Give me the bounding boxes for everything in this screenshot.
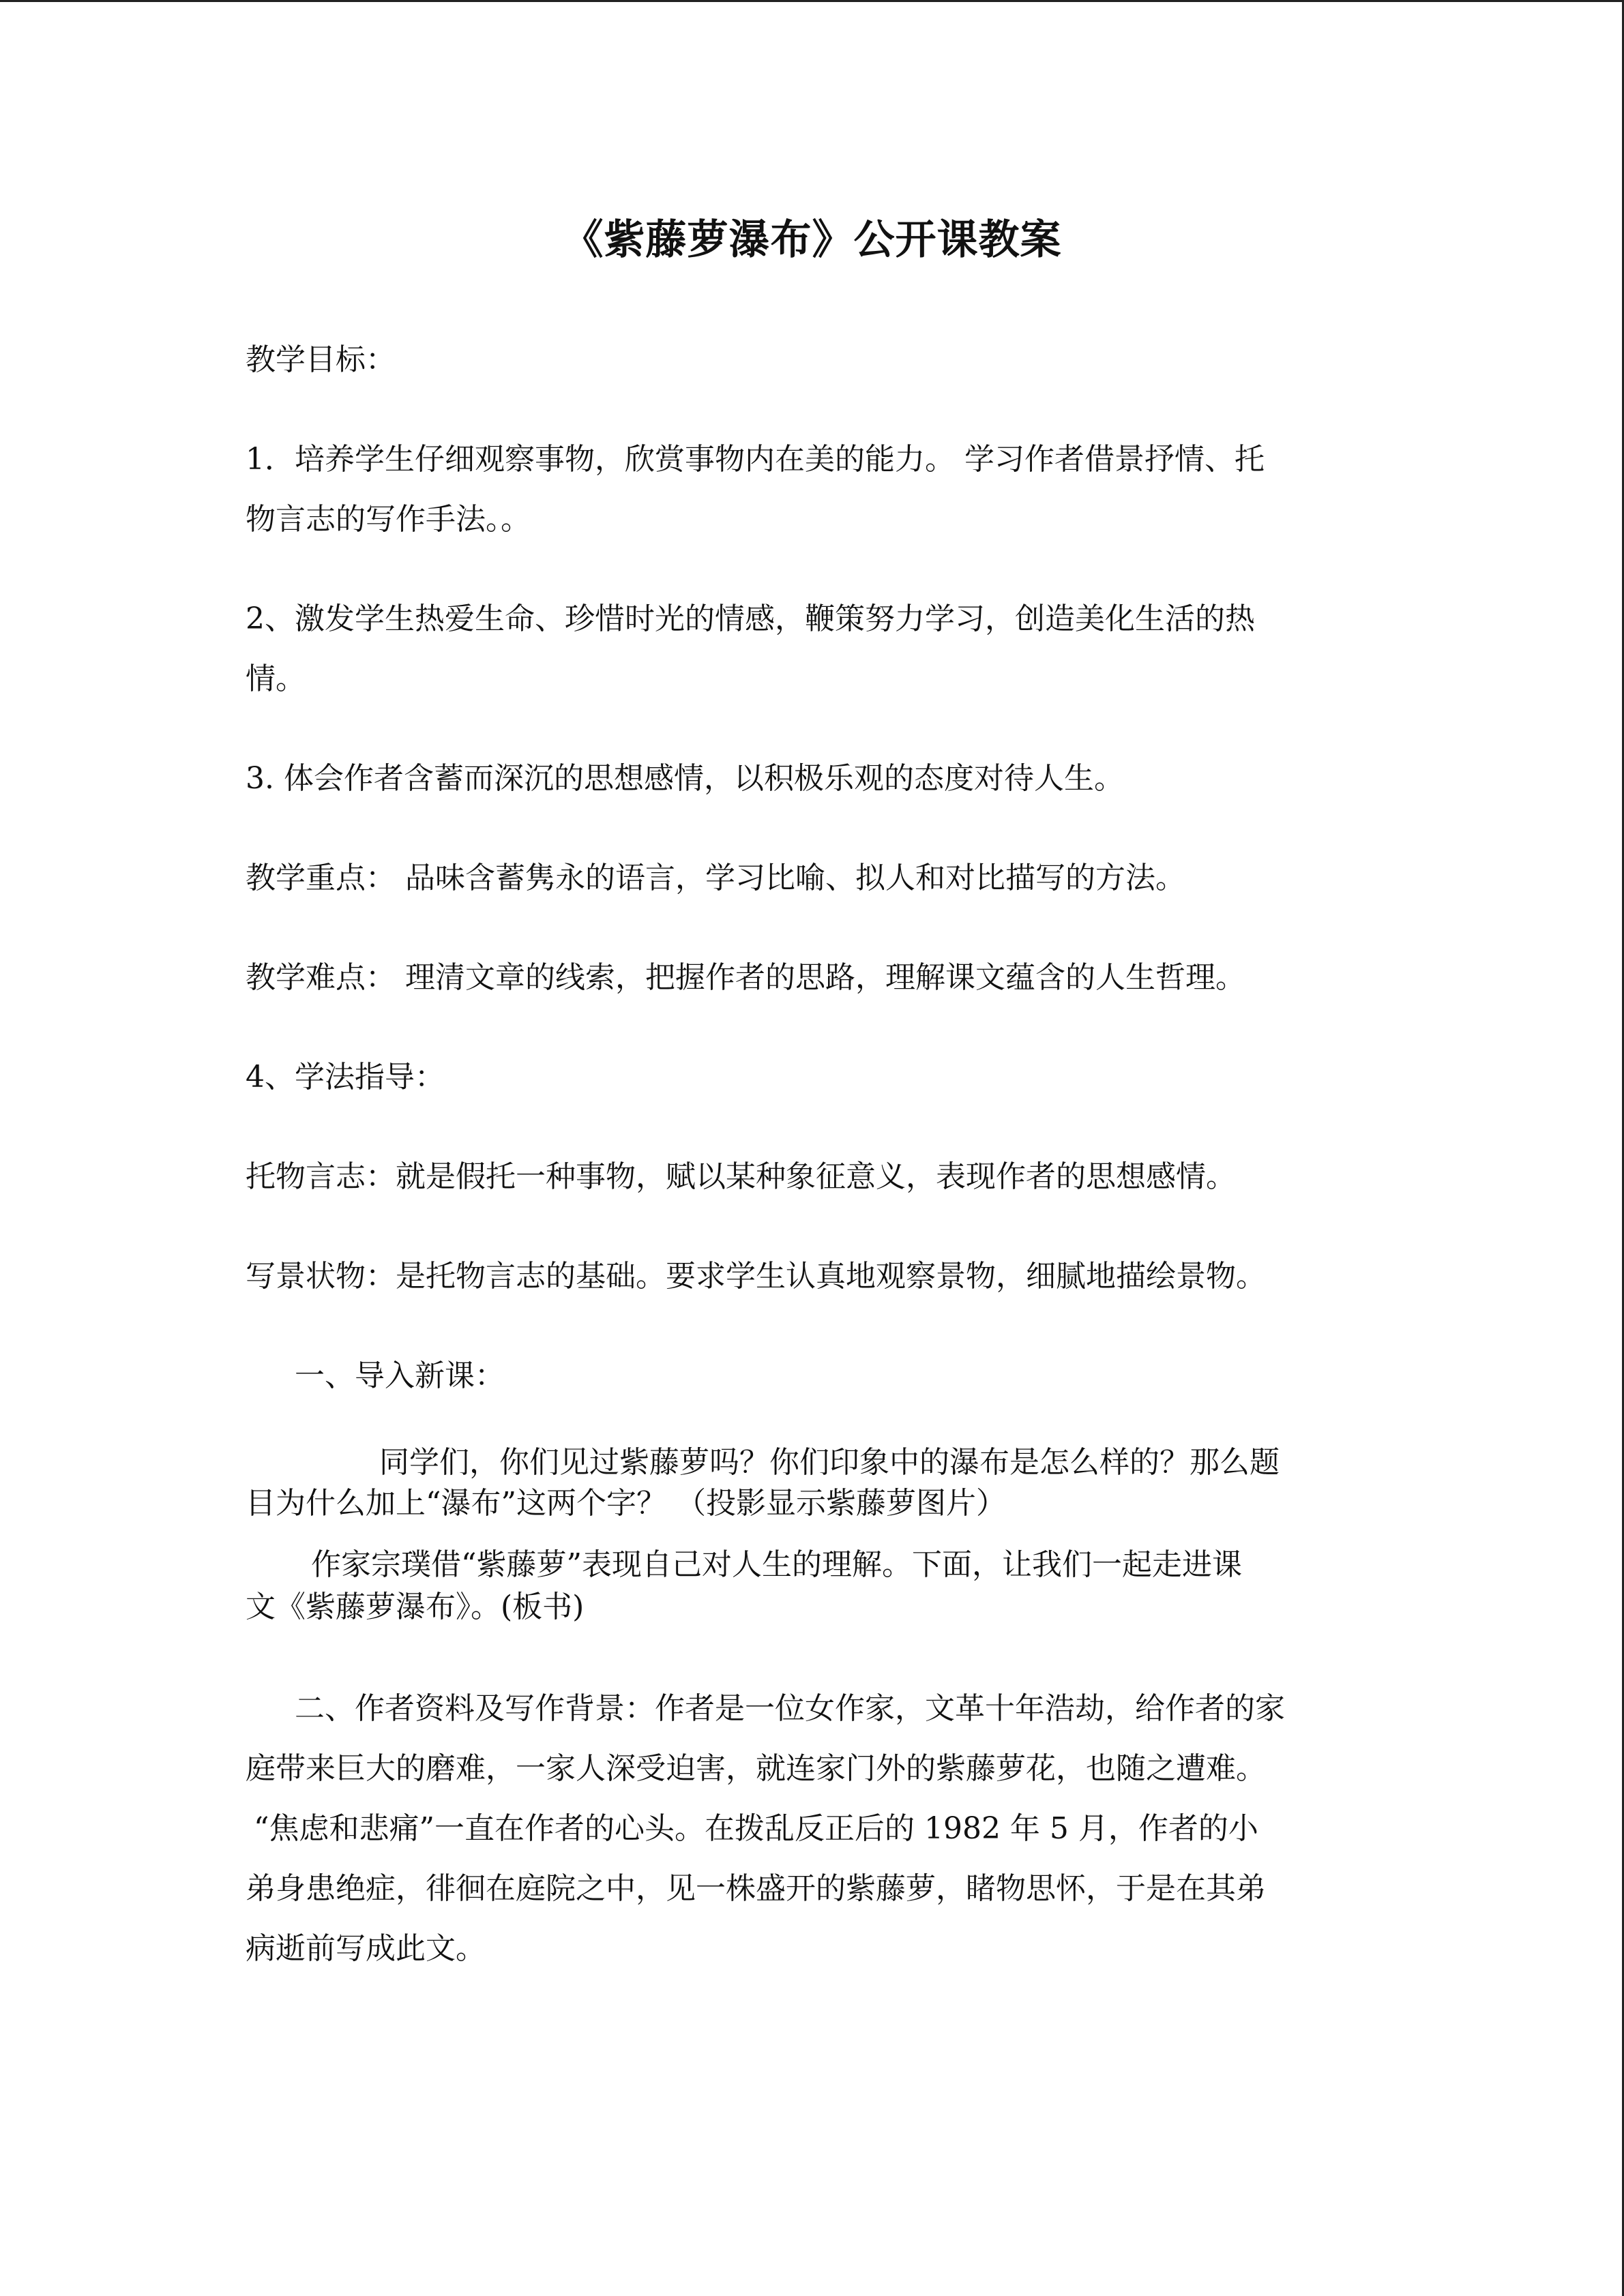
section-2-line-5: 病逝前写成此文。 xyxy=(246,1931,486,1966)
method-heading: 4、学法指导： xyxy=(246,1060,445,1094)
method-item-2: 写景状物：是托物言志的基础。要求学生认真地观察景物，细腻地描绘景物。 xyxy=(246,1259,1266,1294)
goal-2-line-2: 情。 xyxy=(246,661,306,696)
section-1-heading: 一、导入新课： xyxy=(295,1358,505,1393)
section-2-line-3: “焦虑和悲痛”一直在作者的心头。在拨乱反正后的 1982 年 5 月，作者的小 xyxy=(254,1811,1258,1846)
intro-line-1: 同学们，你们见过紫藤萝吗？你们印象中的瀑布是怎么样的？那么题 xyxy=(379,1445,1280,1480)
section-2-line-4: 弟身患绝症，徘徊在庭院之中，见一株盛开的紫藤萝，睹物思怀，于是在其弟 xyxy=(246,1871,1266,1906)
goal-3: 3. 体会作者含蓄而深沉的思想感情，以积极乐观的态度对待人生。 xyxy=(246,761,1124,796)
goal-1-line-1: 1．培养学生仔细观察事物，欣赏事物内在美的能力。 学习作者借景抒情、托 xyxy=(246,442,1265,477)
intro-line-2: 目为什么加上“瀑布”这两个字？ （投影显示紫藤萝图片） xyxy=(246,1486,1006,1521)
intro2-line-1: 作家宗璞借“紫藤萝”表现自己对人生的理解。下面，让我们一起走进课 xyxy=(311,1547,1242,1582)
difficult-points: 教学难点： 理清文章的线索，把握作者的思路，理解课文蕴含的人生哲理。 xyxy=(246,960,1245,995)
method-item-1: 托物言志：就是假托一种事物，赋以某种象征意义，表现作者的思想感情。 xyxy=(246,1159,1236,1194)
teaching-goals-heading: 教学目标： xyxy=(246,342,396,377)
section-2-line-2: 庭带来巨大的磨难，一家人深受迫害，就连家门外的紫藤萝花，也随之遭难。 xyxy=(246,1751,1266,1786)
goal-1-line-2: 物言志的写作手法。。 xyxy=(246,502,531,537)
intro2-line-2: 文《紫藤萝瀑布》。(板书) xyxy=(246,1590,585,1624)
section-2-line-1: 二、作者资料及写作背景：作者是一位女作家，文革十年浩劫，给作者的家 xyxy=(295,1691,1285,1726)
document-title: 《紫藤萝瀑布》公开课教案 xyxy=(562,216,1062,264)
goal-2-line-1: 2、激发学生热爱生命、珍惜时光的情感，鞭策努力学习，创造美化生活的热 xyxy=(246,601,1255,636)
key-points: 教学重点： 品味含蓄隽永的语言，学习比喻、拟人和对比描写的方法。 xyxy=(246,861,1185,895)
